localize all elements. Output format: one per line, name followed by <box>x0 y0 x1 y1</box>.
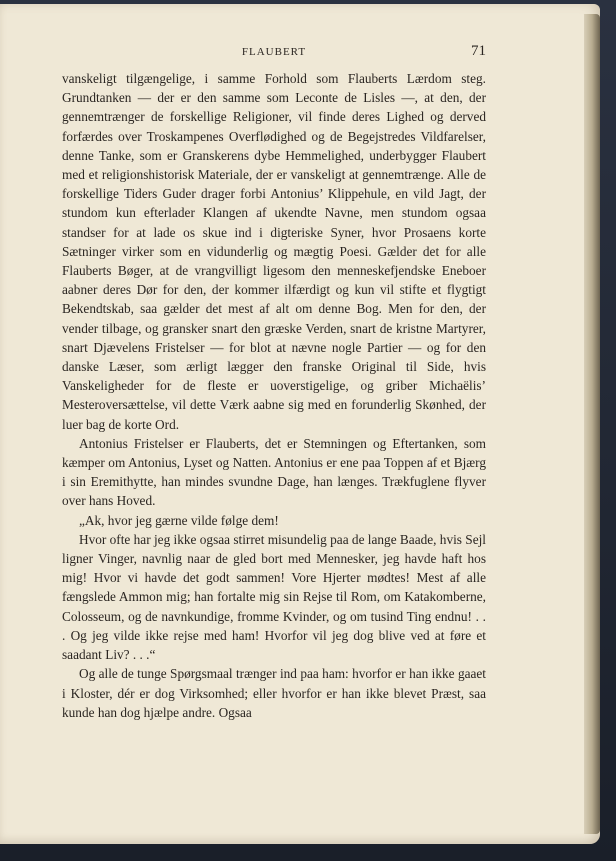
paper-page <box>0 4 600 844</box>
paragraph-antonius: Antonius Fristelser er Flauberts, det er Stemningen og Eftertanken, som kæmper om Antonius, Lyset og Natten. Antonius er ene paa Toppen af et Bjærg i sin Eremithytte, han mindes svundne Dage, han længes. Trækfuglene flyver over hans Hoved. <box>62 435 486 509</box>
page-number: 71 <box>471 43 486 59</box>
page-edge-shadow <box>584 14 600 834</box>
body-text <box>62 69 486 722</box>
running-header <box>62 43 486 63</box>
paragraph-continued: vanskeligt tilgængelige, i samme Forhold som Flauberts Lærdom steg. Grundtanken — der er den samme som Leconte de Lisles —, at den, der gennemtrænger de forskellige Religioner, vil finde deres Lighed og derved forfærdes over Troskampenes Overflødighed og de Begejstredes Vildfarelser, denne Tanke, som er Granskerens dybe Hemmelighed, underbygger Flaubert med et religionshistorisk Materiale, der er vanskeligt at gennemtrænge. Alle de forskellige Tiders Guder drager forbi Antonius’ Klippehule, en vild Jagt, der stundom kun efterlader Klangen af ukendte Navne, men stundom ogsaa standser for at lade os skue ind i digteriske Syner, hvor Prosaens korte Sætninger virker som en vidunderlig og mægtig Poesi. Gælder det for alle Flauberts Bøger, at de vrangvilligt ligesom den menneskefjendske Eneboer aabner deres Dør for den, der kommer ilfærdigt og kun vil stifte et flygtigt Bekendtskab, saa gælder det mest af alt om denne Bog. Men for den, der vender tilbage, og gransker snart den græske Verden, snart de kristne Martyrer, snart Djævelens Fristelser — for blot at nævne nogle Partier — og for den danske Læser, som ærligt lægger den franske Original til Side, hvis Vanskeligheder for de fleste er uoverstigelige, og griber Michaëlis’ Mesteroversættelse, vil dette Værk aabne sig med en forunderlig Skønhed, der luer bag de korte Ord. <box>62 71 486 432</box>
running-title: FLAUBERT <box>241 46 307 58</box>
quote-paragraph: Hvor ofte har jeg ikke ogsaa stirret misundelig paa de lange Baade, hvis Sejl ligner Vinger, navnlig naar de gled bort med Mennesker, jeg havde haft hos mig! Hvor vi havde det godt sammen! Vore Hjerter mødtes! Mest af alle fængslede Ammon mig; han fortalte mig sin Rejse til Rom, om Katakomberne, Colosseum, og de navnkundige, fromme Kvinder, og om tusind Ting endnu! . . . Og jeg vilde ikke rejse med ham! Hvorfor vil jeg dog blive ved at føre et saadant Liv? . . .“ <box>62 531 486 663</box>
paragraph-questions: Og alle de tunge Spørgsmaal trænger ind paa ham: hvorfor er han ikke gaaet i Kloster, dér er dog Virksomhed; eller hvorfor er han ikke blevet Præst, saa kunde han dog hjælpe andre. Ogsaa <box>62 666 486 720</box>
quote-opening: „Ak, hvor jeg gærne vilde følge dem! <box>79 512 279 528</box>
